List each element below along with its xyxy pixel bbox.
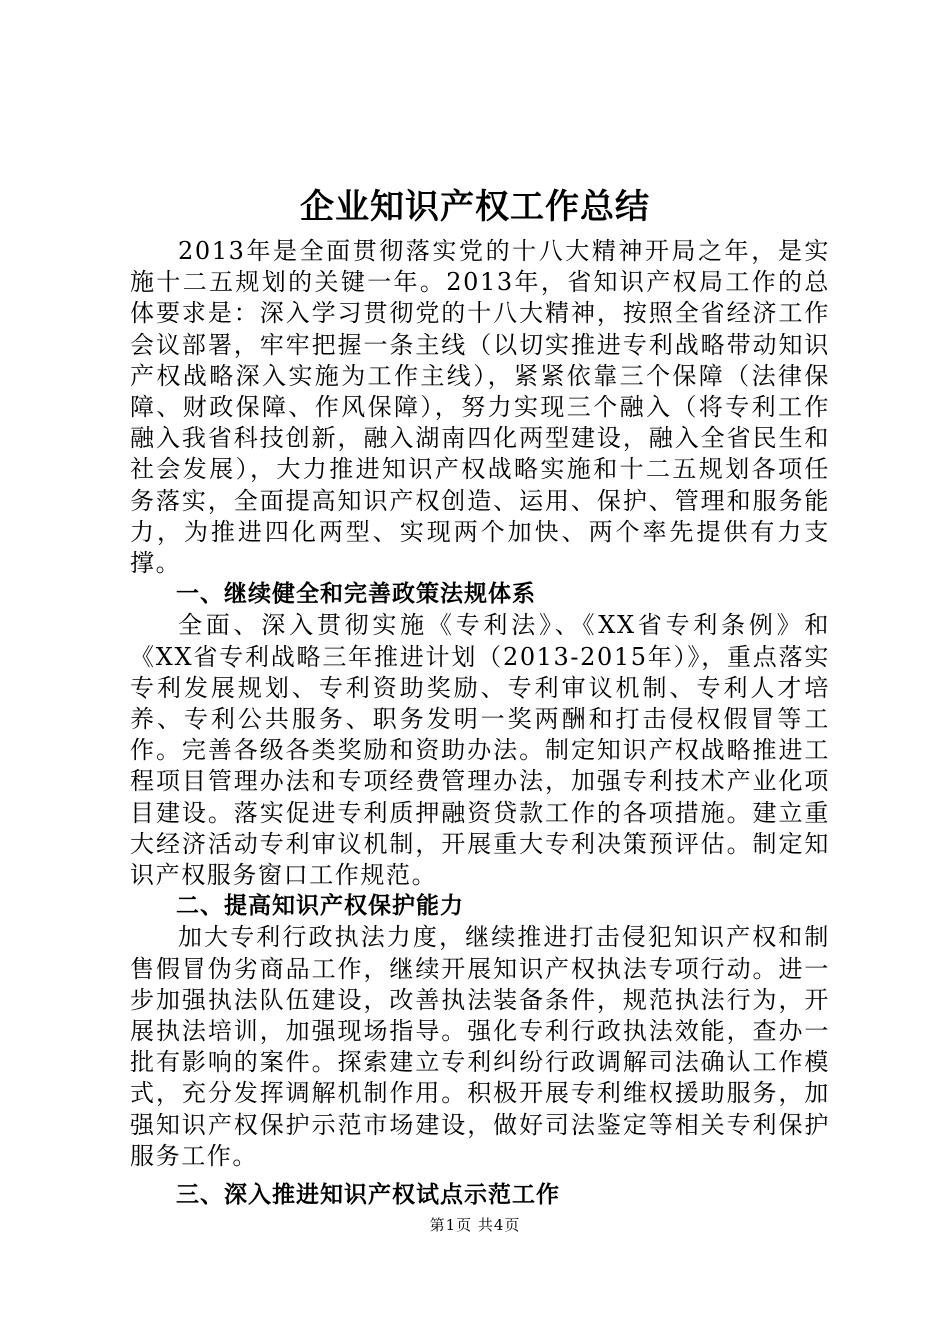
document-body	[130, 236, 830, 1211]
section-heading-3: 三、深入推进知识产权试点示范工作	[176, 1182, 560, 1209]
section-2-paragraph: 加大专利行政执法力度，继续推进打击侵犯知识产权和制售假冒伪劣商品工作，继续开展知识产权执法专项行动。进一步加强执法队伍建设，改善执法装备条件，规范执法行为，开展执法培训，加强现场指导。强化专利行政执法效能，查办一批有影响的案件。探索建立专利纠纷行政调解司法确认工作模式，充分发挥调解机制作用。积极开展专利维权援助服务，加强知识产权保护示范市场建设，做好司法鉴定等相关专利保护服务工作。	[130, 923, 830, 1170]
intro-paragraph: 2013年是全面贯彻落实党的十八大精神开局之年，是实施十二五规划的关键一年。2013年，省知识产权局工作的总体要求是：深入学习贯彻党的十八大精神，按照全省经济工作会议部署，牢牢把握一条主线（以切实推进专利战略带动知识产权战略深入实施为工作主线），紧紧依靠三个保障（法律保障、财政保障、作风保障），努力实现三个融入（将专利工作融入我省科技创新，融入湖南四化两型建设，融入全省民生和社会发展），大力推进知识产权战略实施和十二五规划各项任务落实，全面提高知识产权创造、运用、保护、管理和服务能力，为推进四化两型、实现两个加快、两个率先提供有力支撑。	[130, 237, 830, 578]
section-heading-1: 一、继续健全和完善政策法规体系	[176, 581, 536, 608]
page-number-footer: 第1页 共4页	[429, 1216, 521, 1234]
section-1-paragraph: 全面、深入贯彻实施《专利法》、《XX省专利条例》和《XX省专利战略三年推进计划（2013-2015年）》，重点落实专利发展规划、专利资助奖励、专利审议机制、专利人才培养、专利公共服务、职务发明一奖两酬和打击侵权假冒等工作。完善各级各类奖励和资助办法。制定知识产权战略推进工程项目管理办法和专项经费管理办法，加强专利技术产业化项目建设。落实促进专利质押融资贷款工作的各项措施。建立重大经济活动专利审议机制，开展重大专利决策预评估。制定知识产权服务窗口工作规范。	[130, 611, 830, 890]
document-title: 企业知识产权工作总结	[300, 187, 650, 227]
section-heading-2: 二、提高知识产权保护能力	[176, 893, 464, 920]
